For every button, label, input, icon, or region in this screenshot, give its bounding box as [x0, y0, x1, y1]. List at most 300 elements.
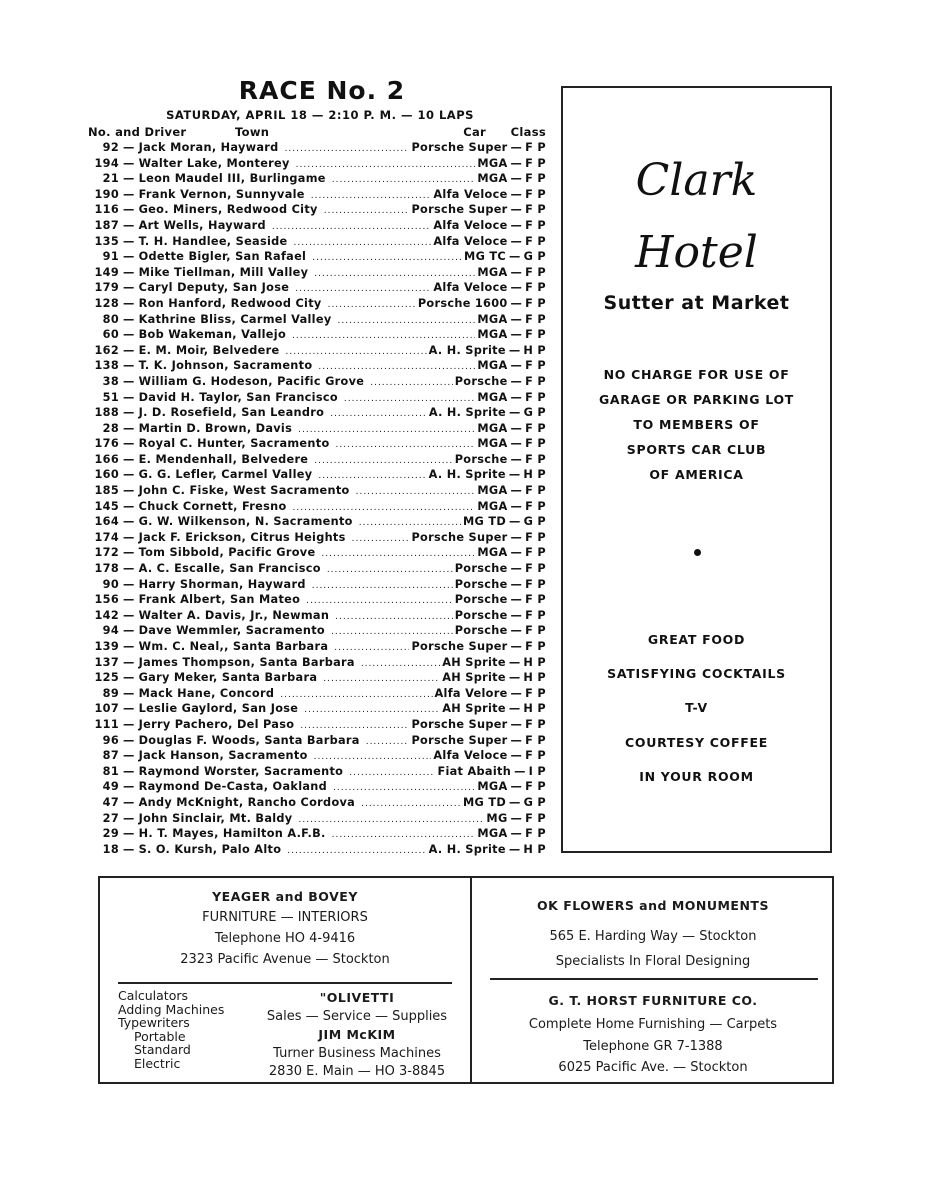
entry-row — [88, 842, 546, 858]
entry-driver: Tom Sibbold, Pacific Grove — [138, 546, 316, 560]
yeager-line: FURNITURE — INTERIORS — [202, 910, 368, 925]
entry-car: MGA — [477, 437, 508, 451]
entry-dash: — — [123, 265, 135, 279]
entry-car: Porsche — [454, 452, 508, 466]
entry-number: 156 — [94, 593, 119, 607]
entry-class: G P — [523, 406, 546, 420]
entry-separator: — — [510, 530, 523, 544]
product-item: Adding Machines — [118, 1001, 225, 1017]
entry-car: Fiat Abaith — [437, 764, 512, 778]
entry-car: Porsche Super — [411, 530, 508, 544]
entry-dash: — — [123, 359, 135, 373]
entry-class: F P — [525, 141, 546, 154]
entry-driver: A. C. Escalle, San Francisco — [138, 562, 321, 576]
entry-row — [88, 701, 546, 717]
entry-row — [88, 592, 546, 608]
entry-class: F P — [525, 312, 546, 326]
entry-driver: E. Mendenhall, Belvedere — [138, 452, 309, 466]
entry-dash: — — [123, 671, 135, 685]
entry-car: Porsche — [454, 562, 508, 576]
entry-row — [88, 748, 546, 764]
entry-row — [88, 218, 546, 234]
amenity-line: T-V — [685, 700, 708, 716]
entry-row — [88, 343, 546, 359]
entry-dash: — — [123, 374, 135, 388]
entry-row — [88, 405, 546, 421]
entry-driver: Jack F. Erickson, Citrus Heights — [138, 530, 346, 544]
entry-number: 185 — [94, 484, 119, 498]
olivetti-address: 2830 E. Main — HO 3-8845 — [268, 1064, 446, 1079]
entry-driver: Wm. C. Neal,, Santa Barbara — [138, 640, 329, 653]
entry-car: Porsche Super — [411, 141, 508, 154]
yeager-bovey-ad — [100, 886, 470, 970]
entry-driver: Raymond Worster, Sacramento — [138, 764, 344, 778]
entry-class: F P — [525, 811, 546, 825]
entry-car: A. H. Sprite — [428, 406, 506, 420]
dot-leader — [361, 797, 461, 813]
entry-separator: — — [510, 296, 523, 310]
entry-number: 28 — [102, 421, 119, 435]
entry-driver: J. D. Rosefield, San Leandro — [138, 406, 325, 420]
entry-number: 128 — [94, 296, 119, 310]
entry-driver: Douglas F. Woods, Santa Barbara — [138, 733, 360, 747]
entry-class: F P — [525, 827, 546, 841]
entry-number: 176 — [94, 437, 119, 451]
entry-driver: Jack Moran, Hayward — [138, 141, 279, 154]
entry-driver: Gary Meker, Santa Barbara — [138, 671, 318, 685]
entry-dash: — — [123, 187, 135, 201]
entry-driver: Geo. Miners, Redwood City — [138, 203, 318, 217]
entry-separator: — — [510, 218, 523, 232]
entry-separator: — — [509, 515, 521, 529]
amenity-line: GREAT FOOD — [647, 632, 746, 647]
entry-driver: Walter A. Davis, Jr., Newman — [138, 608, 330, 622]
entry-number: 162 — [94, 343, 119, 357]
entry-dash: — — [123, 421, 135, 435]
entry-driver: Ron Hanford, Redwood City — [138, 296, 322, 310]
entry-class: F P — [525, 328, 546, 342]
entry-number: 89 — [102, 686, 119, 700]
entry-driver: G. W. Wilkenson, N. Sacramento — [138, 515, 353, 529]
entry-row — [88, 795, 546, 811]
entry-row — [88, 826, 546, 842]
product-item: Portable — [134, 1028, 186, 1044]
hotel-notice — [563, 362, 830, 487]
entry-class: H P — [523, 468, 546, 482]
entry-class: F P — [525, 281, 546, 295]
entry-class: F P — [525, 390, 546, 404]
dot-leader — [285, 142, 410, 158]
entry-driver: Art Wells, Hayward — [138, 218, 266, 232]
entry-separator: — — [514, 764, 526, 778]
entry-car: AH Sprite — [442, 702, 506, 716]
yeager-name: YEAGER and BOVEY — [212, 889, 358, 904]
entry-number: 135 — [94, 234, 119, 248]
entry-driver: E. M. Moir, Belvedere — [138, 343, 280, 357]
entry-separator: — — [510, 827, 523, 841]
entry-class: I P — [528, 764, 546, 778]
entry-dash: — — [123, 406, 135, 420]
entry-row — [88, 733, 546, 749]
hotel-address: Sutter at Market — [603, 292, 790, 314]
entry-row — [88, 249, 546, 265]
entry-driver: Walter Lake, Monterey — [138, 156, 290, 170]
entry-class: F P — [525, 733, 546, 747]
entry-class: F P — [525, 452, 546, 466]
entry-driver: Raymond De-Casta, Oakland — [138, 780, 328, 794]
entry-class: F P — [525, 234, 546, 248]
entry-car: MGA — [477, 172, 508, 186]
entry-separator: — — [508, 842, 521, 856]
amenity-line: COURTESY COFFEE — [625, 734, 768, 750]
entry-row — [88, 623, 546, 639]
olivetti-services: Sales — Service — Supplies — [266, 1008, 448, 1024]
entry-number: 90 — [102, 577, 119, 591]
entry-number: 190 — [94, 187, 119, 201]
entry-number: 174 — [94, 530, 119, 544]
entry-dash: — — [123, 250, 135, 264]
dot-leader — [356, 485, 476, 501]
entry-number: 51 — [102, 390, 119, 404]
entry-driver: John C. Fiske, West Sacramento — [138, 484, 350, 498]
dot-leader — [312, 251, 462, 267]
entry-class: G P — [523, 250, 546, 264]
entry-number: 138 — [94, 359, 119, 373]
entry-separator: — — [510, 499, 523, 513]
entry-class: G P — [523, 795, 546, 809]
entry-number: 91 — [102, 250, 119, 264]
race-title: RACE No. 2 — [238, 76, 406, 105]
entry-row — [88, 561, 546, 577]
entry-number: 166 — [94, 452, 119, 466]
product-item: Typewriters — [118, 1015, 190, 1030]
olivetti-ad — [100, 986, 470, 1084]
entry-class: F P — [525, 593, 546, 607]
entry-separator: — — [510, 484, 523, 498]
horst-address: 6025 Pacific Ave. — Stockton — [558, 1060, 748, 1075]
entry-dash: — — [123, 795, 135, 809]
ok-flowers-ad — [472, 894, 834, 974]
entry-class: F P — [525, 484, 546, 498]
entry-number: 111 — [94, 717, 119, 731]
entry-driver: Royal C. Hunter, Sacramento — [138, 437, 330, 451]
advertisement-grid — [98, 876, 834, 1084]
entry-class: F P — [525, 187, 546, 201]
entry-car: MGA — [477, 421, 508, 435]
entry-number: 87 — [102, 749, 119, 763]
entry-driver: Kathrine Bliss, Carmel Valley — [138, 312, 332, 326]
entry-number: 38 — [102, 374, 119, 388]
entry-class: H P — [523, 655, 546, 669]
dot-leader — [280, 688, 432, 704]
dot-leader — [272, 220, 431, 236]
entry-number: 149 — [94, 265, 119, 279]
entry-driver: Andy McKnight, Rancho Cordova — [138, 795, 356, 809]
entry-row — [88, 545, 546, 561]
entry-number: 21 — [102, 172, 119, 186]
entry-number: 188 — [94, 406, 119, 420]
entry-row — [88, 608, 546, 624]
entry-driver: S. O. Kursh, Palo Alto — [138, 842, 282, 856]
entry-class: G P — [523, 515, 546, 529]
entry-driver: William G. Hodeson, Pacific Grove — [138, 374, 365, 388]
entry-separator: — — [510, 359, 523, 373]
entry-dash: — — [123, 468, 135, 482]
entry-car: MGA — [477, 827, 508, 841]
clark-hotel-ad — [561, 86, 832, 853]
entry-number: 187 — [94, 218, 119, 232]
entry-row — [88, 779, 546, 795]
race-entry-list — [88, 76, 546, 857]
entry-separator: — — [510, 234, 523, 248]
entry-number: 60 — [102, 328, 119, 342]
entry-class: F P — [525, 203, 546, 217]
dot-leader — [327, 563, 453, 579]
entry-separator: — — [510, 608, 523, 622]
entry-class: F P — [525, 218, 546, 232]
entry-driver: Caryl Deputy, San Jose — [138, 281, 290, 295]
amenity-line: SATISFYING COCKTAILS — [607, 666, 786, 682]
entry-number: 29 — [102, 827, 119, 841]
entry-car: AH Sprite — [442, 671, 506, 685]
entry-separator: — — [509, 250, 521, 264]
entry-car: MGA — [477, 312, 508, 326]
entry-row — [88, 499, 546, 515]
dot-leader — [337, 314, 475, 330]
product-item: Standard — [134, 1042, 191, 1057]
entry-car: Alfa Veloce — [433, 187, 508, 201]
entry-row — [88, 140, 546, 156]
entry-row — [88, 421, 546, 437]
entry-row — [88, 374, 546, 390]
entry-driver: Mike Tiellman, Mill Valley — [138, 265, 309, 279]
hotel-name-line2: Hotel — [635, 227, 758, 278]
horst-name: G. T. HORST FURNITURE CO. — [548, 993, 758, 1008]
entry-car: Alfa Veloce — [433, 218, 508, 232]
entry-separator: — — [510, 593, 523, 607]
entry-car: MGA — [477, 546, 508, 560]
entry-number: 27 — [102, 811, 119, 825]
entry-class: H P — [523, 842, 546, 856]
entry-dash: — — [123, 172, 135, 186]
entry-separator: — — [509, 406, 521, 420]
entry-class: F P — [525, 499, 546, 513]
entry-separator: — — [510, 452, 523, 466]
entry-car: MGA — [477, 499, 508, 513]
entry-class: F P — [525, 780, 546, 794]
entry-driver: G. G. Lefler, Carmel Valley — [138, 468, 313, 482]
entry-dash: — — [123, 811, 135, 825]
header-car: Car — [463, 125, 486, 139]
yeager-address: 2323 Pacific Avenue — Stockton — [180, 952, 390, 967]
entry-dash: — — [123, 203, 135, 217]
entry-car: Porsche Super — [411, 717, 508, 731]
ad-divider-right — [490, 978, 818, 980]
entry-dash: — — [123, 515, 135, 529]
entry-class: F P — [525, 640, 546, 653]
entry-separator: — — [510, 374, 523, 388]
entry-car: Alfa Veloce — [433, 749, 508, 763]
entry-number: 172 — [94, 546, 119, 560]
entry-dash: — — [123, 530, 135, 544]
entry-dash: — — [123, 702, 135, 716]
entry-dash: — — [123, 842, 135, 856]
entry-number: 116 — [94, 203, 119, 217]
entry-class: F P — [525, 172, 546, 186]
entry-dash: — — [123, 608, 135, 622]
entry-number: 178 — [94, 562, 119, 576]
product-item: Calculators — [118, 988, 188, 1003]
entry-number: 145 — [94, 499, 119, 513]
entry-number: 125 — [94, 671, 119, 685]
entry-class: F P — [525, 359, 546, 373]
entry-car: Porsche Super — [411, 203, 508, 217]
entry-number: 194 — [94, 156, 119, 170]
entry-number: 81 — [102, 764, 119, 778]
entry-separator: — — [510, 686, 523, 700]
entry-separator: — — [510, 640, 523, 653]
horst-line: Complete Home Furnishing — Carpets — [528, 1017, 778, 1032]
entry-car: MGA — [477, 390, 508, 404]
entry-separator: — — [508, 671, 521, 685]
entry-number: 18 — [102, 842, 119, 856]
entry-separator: — — [510, 577, 523, 591]
entry-row — [88, 265, 546, 281]
entry-car: MGA — [477, 328, 508, 342]
notice-line: OF AMERICA — [649, 467, 744, 482]
column-headers — [88, 124, 546, 140]
olivetti-products — [118, 989, 224, 1070]
entry-car: MGA — [477, 484, 508, 498]
entry-separator: — — [510, 390, 523, 404]
entry-row — [88, 530, 546, 546]
entry-driver: H. T. Mayes, Hamilton A.F.B. — [138, 827, 326, 841]
dot-leader — [366, 735, 410, 751]
header-town: Town — [235, 125, 270, 139]
entry-row — [88, 639, 546, 655]
horst-phone: Telephone GR 7-1388 — [583, 1038, 723, 1054]
entry-separator: — — [508, 343, 521, 357]
entry-car: AH Sprite — [442, 655, 506, 669]
dot-leader — [361, 657, 440, 673]
entry-class: H P — [523, 343, 546, 357]
entry-car: Alfa Veloce — [433, 234, 508, 248]
entry-row — [88, 452, 546, 468]
entry-driver: Bob Wakeman, Vallejo — [138, 328, 287, 342]
entry-car: Porsche — [454, 624, 508, 638]
entry-car: MGA — [477, 780, 508, 794]
dot-leader — [323, 672, 440, 688]
entry-rows — [88, 140, 546, 857]
entry-number: 164 — [94, 515, 119, 529]
entry-number: 179 — [94, 281, 119, 295]
entry-class: F P — [525, 265, 546, 279]
entry-number: 49 — [102, 780, 119, 794]
entry-separator: — — [510, 156, 523, 170]
entry-car: MGA — [477, 359, 508, 373]
race-subtitle: SATURDAY, APRIL 18 — 2:10 P. M. — 10 LAPS — [166, 108, 474, 122]
entry-row — [88, 312, 546, 328]
entry-row — [88, 296, 546, 312]
entry-number: 137 — [94, 655, 119, 669]
entry-car: A. H. Sprite — [428, 842, 506, 856]
entry-dash: — — [123, 390, 135, 404]
olivetti-name: "OLIVETTI — [319, 990, 395, 1005]
entry-class: F P — [525, 624, 546, 638]
entry-row — [88, 670, 546, 686]
entry-separator: — — [510, 546, 523, 560]
entry-car: MG TD — [462, 795, 506, 809]
entry-driver: Martin D. Brown, Davis — [138, 421, 293, 435]
entry-class: F P — [525, 717, 546, 731]
entry-driver: Leslie Gaylord, San Jose — [138, 702, 299, 716]
entry-car: Alfa Velore — [434, 686, 508, 700]
entry-row — [88, 171, 546, 187]
dot-leader — [294, 236, 432, 252]
entry-dash: — — [123, 749, 135, 763]
entry-number: 94 — [102, 624, 119, 638]
horst-furniture-ad — [472, 990, 834, 1079]
entry-row — [88, 577, 546, 593]
dot-leader — [324, 204, 410, 220]
entry-class: F P — [525, 577, 546, 591]
entry-separator: — — [510, 780, 523, 794]
entry-dash: — — [123, 296, 135, 310]
notice-line: TO MEMBERS OF — [633, 417, 760, 432]
entry-separator: — — [510, 265, 523, 279]
entry-driver: T. H. Handlee, Seaside — [138, 234, 288, 248]
entry-separator: — — [510, 437, 523, 451]
entry-dash: — — [123, 546, 135, 560]
entry-number: 96 — [102, 733, 119, 747]
entry-car: Porsche — [454, 577, 508, 591]
olivetti-company: Turner Business Machines — [273, 1045, 441, 1061]
notice-line: SPORTS CAR CLUB — [626, 442, 767, 457]
yeager-phone: Telephone HO 4-9416 — [214, 931, 356, 946]
entry-separator: — — [508, 702, 521, 716]
entry-car: MG — [486, 811, 508, 825]
entry-dash: — — [123, 281, 135, 295]
entry-driver: Odette Bigler, San Rafael — [138, 250, 307, 264]
entry-number: 107 — [94, 702, 119, 716]
notice-line: NO CHARGE FOR USE OF — [603, 367, 790, 382]
entry-car: Porsche — [454, 374, 508, 388]
amenity-line: IN YOUR ROOM — [639, 768, 754, 784]
entry-driver: Frank Vernon, Sunnyvale — [138, 187, 305, 201]
entry-driver: David H. Taylor, San Francisco — [138, 390, 338, 404]
entry-separator: — — [510, 749, 523, 763]
entry-dash: — — [123, 733, 135, 747]
ad-divider-left — [118, 982, 452, 984]
flowers-address: 565 E. Harding Way — Stockton — [549, 929, 757, 944]
dot-leader — [298, 813, 484, 829]
entry-car: MGA — [477, 265, 508, 279]
entry-car: Alfa Veloce — [433, 281, 508, 295]
entry-class: H P — [523, 671, 546, 685]
entry-dash: — — [123, 452, 135, 466]
entry-class: F P — [525, 374, 546, 388]
entry-dash: — — [123, 328, 135, 342]
entry-separator: — — [509, 795, 521, 809]
entry-car: Porsche Super — [411, 640, 508, 653]
entry-dash: — — [123, 717, 135, 731]
entry-dash: — — [123, 218, 135, 232]
entry-separator: — — [510, 328, 523, 342]
dot-leader — [370, 376, 452, 392]
entry-row — [88, 483, 546, 499]
entry-row — [88, 811, 546, 827]
entry-row — [88, 514, 546, 530]
